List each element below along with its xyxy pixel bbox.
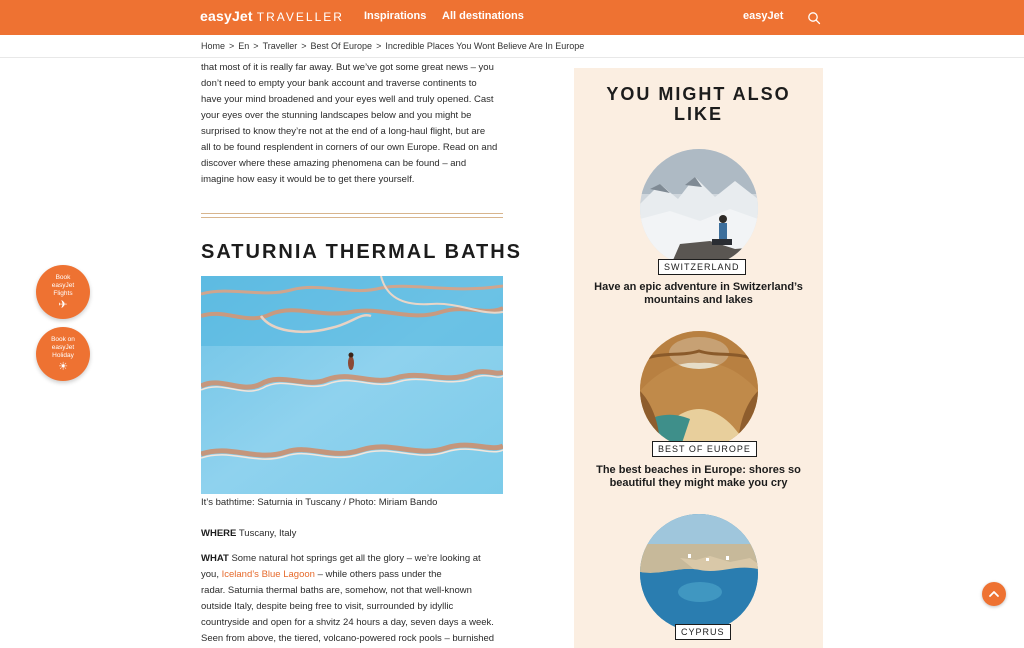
where-label: WHERE [201, 528, 237, 539]
what-text: Seen from above, the tiered, volcano-powered rock pools – burnished [201, 633, 495, 644]
chevron-up-icon [982, 582, 1006, 606]
card-tag-switzerland[interactable]: SWITZERLAND [658, 259, 746, 275]
blue-lagoon-link[interactable]: Iceland’s Blue Lagoon [221, 569, 315, 580]
where-line [201, 528, 296, 539]
breadcrumb-home[interactable]: Home [201, 41, 226, 51]
logo-brand: easyJet [200, 8, 253, 24]
sidebar-title [574, 84, 823, 124]
site-header [0, 0, 1024, 35]
breadcrumb-separator: > [229, 41, 235, 51]
intro-line: your eyes over the stunning landscapes below and you might be [201, 110, 472, 121]
sidebar-title-line: LIKE [673, 104, 723, 124]
book-holiday-button[interactable] [36, 327, 90, 381]
switzerland-card-image[interactable] [640, 149, 758, 267]
breadcrumb-separator: > [253, 41, 259, 51]
card-title[interactable]: The best beaches in Europe: shores so beautiful they might make you cry [596, 464, 801, 489]
beaches-card-image[interactable] [640, 331, 758, 449]
breadcrumb-best-of-europe[interactable]: Best Of Europe [310, 41, 373, 51]
nav-all-destinations[interactable]: All destinations [442, 10, 524, 22]
breadcrumb-current[interactable]: Incredible Places You Wont Believe Are In Europe [385, 41, 585, 51]
what-paragraph [201, 551, 503, 647]
breadcrumb-separator: > [301, 41, 307, 51]
nav-inspirations[interactable]: Inspirations [364, 10, 427, 22]
cyprus-card-image[interactable] [640, 514, 758, 632]
intro-line: all to be found resplendent in corners of our own Europe. Read on and [201, 142, 498, 153]
what-label: WHAT [201, 553, 229, 564]
where-value: Tuscany, Italy [238, 528, 297, 539]
book-holiday-label: Book on easyJet Holiday [51, 336, 75, 359]
you-might-also-like-sidebar [574, 68, 823, 648]
breadcrumb-traveller[interactable]: Traveller [262, 41, 298, 51]
breadcrumb-bar [0, 35, 1024, 58]
what-text: you, [201, 569, 219, 580]
card-tag-cyprus[interactable]: CYPRUS [675, 624, 731, 640]
intro-line: surprised to know they’re not at the end of a long-haul flight, but are [201, 126, 486, 137]
book-flights-button[interactable] [36, 265, 90, 319]
saturnia-photo [201, 276, 503, 494]
search-icon[interactable] [806, 10, 822, 26]
sidebar-title-line: YOU MIGHT ALSO [606, 84, 791, 104]
intro-line: imagine how easy it would be to get there yourself. [201, 174, 415, 185]
logo-traveller: TRAVELLER [256, 10, 344, 24]
easyjet-link[interactable]: easyJet [743, 10, 784, 22]
what-text: Some natural hot springs get all the glory – we’re looking at [231, 553, 481, 564]
section-divider [201, 213, 503, 218]
article-intro [201, 60, 503, 188]
what-text: radar. Saturnia thermal baths are, somehow, not that well-known [201, 585, 472, 596]
sun-icon: ☀ [58, 361, 68, 373]
book-flights-label: Book easyJet Flights [51, 274, 75, 297]
plane-icon: ✈ [58, 299, 68, 311]
photo-caption: It’s bathtime: Saturnia in Tuscany / Photo: Miriam Bando [201, 497, 438, 508]
card-tag-best-of-europe[interactable]: BEST OF EUROPE [652, 441, 757, 457]
site-logo[interactable] [200, 8, 344, 24]
breadcrumb [201, 41, 584, 51]
breadcrumb-en[interactable]: En [238, 41, 250, 51]
intro-line: that most of it is really far away. But we’ve got some great news – you [201, 62, 494, 73]
intro-line: discover where these amazing phenomena can be found – and [201, 158, 467, 169]
what-text: countryside and open for a shvitz 24 hours a day, seven days a week. [201, 617, 494, 628]
intro-line: have your mind broadened and your eyes well and truly opened. Cast [201, 94, 494, 105]
section-title: SATURNIA THERMAL BATHS [201, 241, 523, 263]
what-text: – while others pass under the [317, 569, 442, 580]
intro-line: don’t need to empty your bank account and traverse continents to [201, 78, 477, 89]
breadcrumb-separator: > [376, 41, 382, 51]
scroll-to-top-button[interactable] [982, 582, 1006, 606]
what-text: outside Italy, despite being free to visit, surrounded by idyllic [201, 601, 454, 612]
card-title[interactable]: Have an epic adventure in Switzerland’s mountains and lakes [594, 281, 803, 306]
